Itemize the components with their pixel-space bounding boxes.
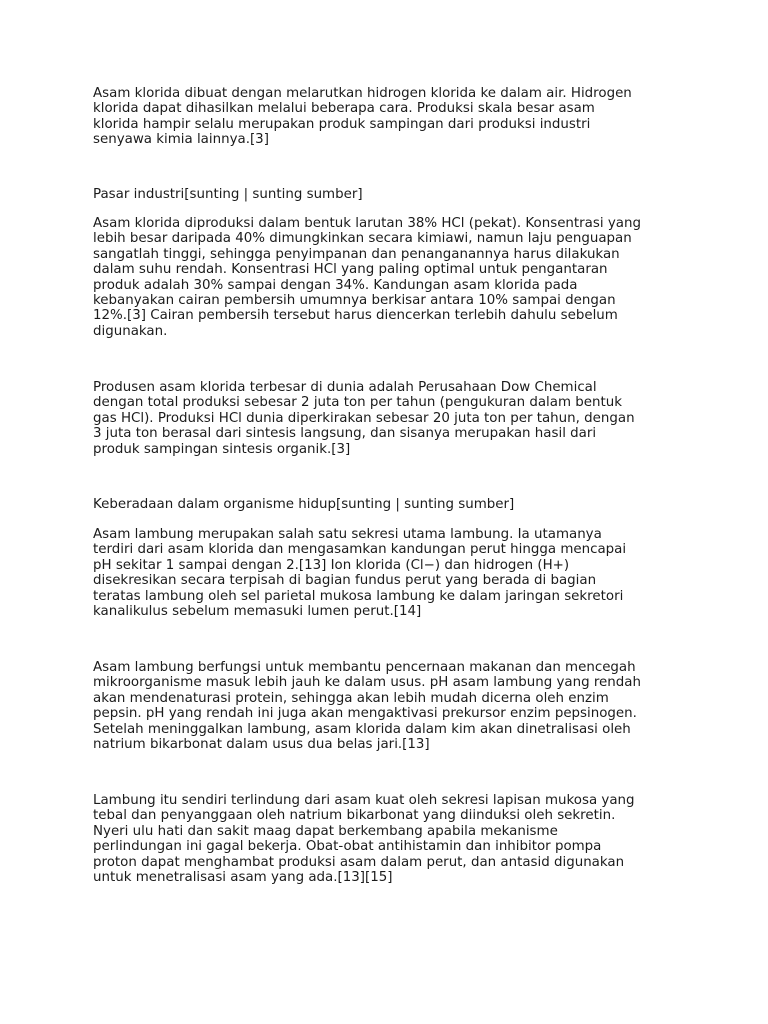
text-line: gas HCl). Produksi HCl dunia diperkirakan sebesar 20 juta ton per tahun, dengan xyxy=(93,410,635,426)
text-line: produk sampingan sintesis organik.[3] xyxy=(93,441,351,457)
text-line: natrium bikarbonat dalam usus dua belas jari.[13] xyxy=(93,737,430,753)
text-line: senyawa kimia lainnya.[3] xyxy=(93,132,269,148)
text-line: pepsin. pH yang rendah ini juga akan mengaktivasi prekursor enzim pepsinogen. xyxy=(93,706,637,722)
text-line: dengan total produksi sebesar 2 juta ton per tahun (pengukuran dalam bentuk xyxy=(93,395,622,411)
paragraph-gastric-function xyxy=(93,660,641,752)
section-heading-industrial-market xyxy=(93,187,363,202)
heading-text: Keberadaan dalam organisme hidup[sunting | sunting sumber] xyxy=(93,497,515,512)
text-line: klorida hampir selalu merupakan produk sampingan dari produksi industri xyxy=(93,116,591,132)
text-line: akan mendenaturasi protein, sehingga akan lebih mudah dicerna oleh enzim xyxy=(93,690,609,706)
text-line: Asam lambung merupakan salah satu sekresi utama lambung. Ia utamanya xyxy=(93,527,602,542)
heading-text: Pasar industri[sunting | sunting sumber] xyxy=(93,187,363,202)
text-line: dalam suhu rendah. Konsentrasi HCl yang paling optimal untuk pengantaran xyxy=(93,262,608,278)
text-line: disekresikan secara terpisah di bagian fundus perut yang berada di bagian xyxy=(93,573,597,589)
text-line: Asam lambung berfungsi untuk membantu pencernaan makanan dan mencegah xyxy=(93,660,636,675)
paragraph-industrial-market xyxy=(93,216,641,339)
text-line: lebih besar daripada 40% dimungkinkan secara kimiawi, namun laju penguapan xyxy=(93,231,632,247)
text-line: produk adalah 30% sampai dengan 34%. Kandungan asam klorida pada xyxy=(93,277,578,293)
text-line: proton dapat menghambat produksi asam dalam perut, dan antasid digunakan xyxy=(93,854,625,870)
section-heading-living-organisms xyxy=(93,497,514,512)
text-line: Asam klorida dibuat dengan melarutkan hidrogen klorida ke dalam air. Hidrogen xyxy=(93,86,632,101)
text-line: pH sekitar 1 sampai dengan 2.[13] Ion klorida (Cl−) dan hidrogen (H+) xyxy=(93,557,570,573)
text-line: perlindungan ini gagal bekerja. Obat-obat antihistamin dan inhibitor pompa xyxy=(93,839,602,855)
text-line: teratas lambung oleh sel parietal mukosa lambung ke dalam jaringan sekretori xyxy=(93,588,624,604)
paragraph-producers xyxy=(93,380,635,457)
paragraph-gastric-acid xyxy=(93,527,626,619)
text-line: terdiri dari asam klorida dan mengasamkan kandungan perut hingga mencapai xyxy=(93,542,627,558)
text-line: Nyeri ulu hati dan sakit maag dapat berkembang apabila mekanisme xyxy=(93,823,558,839)
text-line: tebal dan penyanggaan oleh natrium bikarbonat yang diinduksi oleh sekretin. xyxy=(93,808,616,824)
text-line: Asam klorida diproduksi dalam bentuk larutan 38% HCl (pekat). Konsentrasi yang xyxy=(93,216,641,231)
text-line: Produsen asam klorida terbesar di dunia adalah Perusahaan Dow Chemical xyxy=(93,380,597,395)
paragraph-stomach-protection xyxy=(93,793,635,885)
text-line: kanalikulus sebelum memasuki lumen perut.[14] xyxy=(93,604,422,620)
text-line: 12%.[3] Cairan pembersih tersebut harus diencerkan terlebih dahulu sebelum xyxy=(93,308,618,324)
paragraph-production xyxy=(93,86,632,148)
text-line: Setelah meninggalkan lambung, asam klorida dalam kim akan dinetralisasi oleh xyxy=(93,721,631,737)
text-line: untuk menetralisasi asam yang ada.[13][15] xyxy=(93,870,393,886)
text-line: sangatlah tinggi, sehingga penyimpanan dan penanganannya harus dilakukan xyxy=(93,246,620,262)
text-line: digunakan. xyxy=(93,323,168,339)
text-line: 3 juta ton berasal dari sintesis langsung, dan sisanya merupakan hasil dari xyxy=(93,426,597,442)
text-line: klorida dapat dihasilkan melalui beberapa cara. Produksi skala besar asam xyxy=(93,101,595,117)
text-line: kebanyakan cairan pembersih umumnya berkisar antara 10% sampai dengan xyxy=(93,293,616,309)
text-line: mikroorganisme masuk lebih jauh ke dalam usus. pH asam lambung yang rendah xyxy=(93,675,641,691)
text-line: Lambung itu sendiri terlindung dari asam kuat oleh sekresi lapisan mukosa yang xyxy=(93,793,635,808)
